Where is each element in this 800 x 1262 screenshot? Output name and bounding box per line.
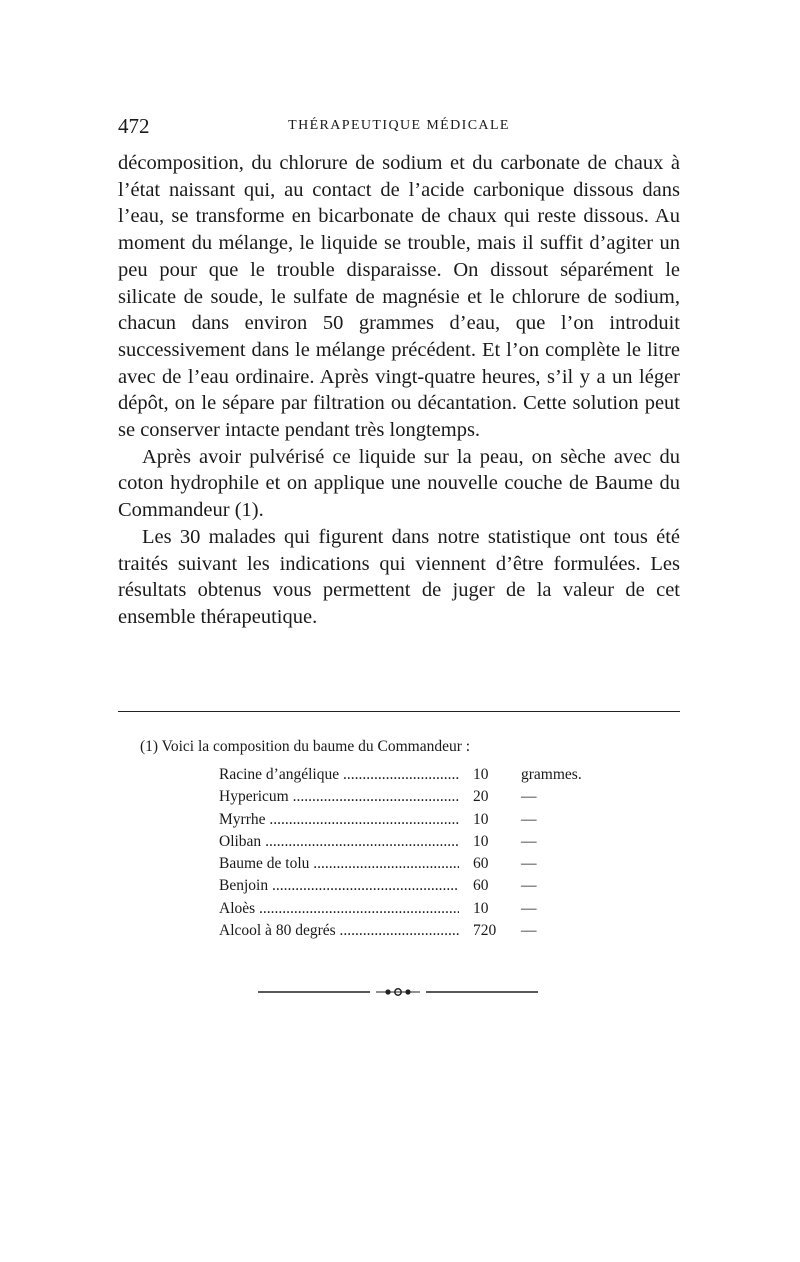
quantity: 10 <box>473 766 489 783</box>
quantity: 60 <box>473 877 489 895</box>
body-text <box>118 150 680 631</box>
unit: — <box>521 877 537 895</box>
recipe-row <box>219 898 619 920</box>
recipe-row <box>219 831 619 853</box>
recipe-table <box>219 764 619 942</box>
footnote: (1) Voici la composition du baume du Commandeur : <box>140 738 471 755</box>
unit: — <box>521 788 537 806</box>
running-title: THÉRAPEUTIQUE MÉDICALE <box>288 118 510 133</box>
quantity: 10 <box>473 810 489 828</box>
unit: — <box>521 899 537 917</box>
quantity: 720 <box>473 922 497 940</box>
ingredient: Oliban ..... <box>219 831 459 853</box>
paragraph: Les 30 malades qui figurent dans notre statistique ont tous été traités suivant les indications qui viennent d’être formulées. Les résultats obtenus vous permettent de juger de la valeur de cet ensemble thérapeutique. <box>118 525 680 628</box>
ingredient: Myrrhe ..... <box>219 809 459 831</box>
ingredient: Baume de tolu ..... <box>219 853 459 875</box>
page-header <box>118 114 680 140</box>
ingredient: Alcool à 80 degrés ..... <box>219 920 459 942</box>
ingredient: Benjoin ..... <box>219 875 459 897</box>
recipe-row <box>219 875 619 897</box>
unit: — <box>521 832 537 850</box>
ingredient: Hypericum ..... <box>219 786 459 808</box>
paragraph: décomposition, du chlorure de sodium et du carbonate de chaux à l’état naissant qui, au contact de l’acide carbonique dissous dans l’eau, se transforme en bicarbonate de chaux qui reste dissous. Au moment du mélange, le liquide se trouble, mais il suffit d’agiter un peu pour que le trouble disparaisse. On dissout séparément le silicate de soude, le sulfate de magnésie et le chlorure de sodium, chacun dans environ 50 grammes d’eau, que l’on introduit successivement dans le mélange précédent. Et l’on complète le litre avec de l’eau ordinaire. Après vingt-quatre heures, s’il y a un léger dépôt, on le sépare par filtration ou décantation. Cette solution peut se conserver intacte pendant très longtemps. <box>118 152 680 442</box>
quantity: 20 <box>473 788 489 806</box>
unit: — <box>521 922 537 940</box>
ingredient: Racine d’angélique ..... <box>219 764 459 786</box>
recipe-row <box>219 786 619 808</box>
page-number: 472 <box>118 114 150 138</box>
quantity: 10 <box>473 832 489 850</box>
recipe-row <box>219 853 619 875</box>
quantity: 10 <box>473 899 489 917</box>
footnote-separator <box>118 711 680 712</box>
end-ornament <box>258 988 538 996</box>
ingredient: Aloès ..... <box>219 898 459 920</box>
recipe-row <box>219 809 619 831</box>
recipe-row <box>219 920 619 942</box>
recipe-row <box>219 764 619 786</box>
unit: — <box>521 855 537 873</box>
paragraph: Après avoir pulvérisé ce liquide sur la peau, on sèche avec du coton hydrophile et on applique une nouvelle couche de Baume du Commandeur (1). <box>118 445 680 522</box>
unit: — <box>521 810 537 828</box>
unit: grammes. <box>521 766 582 783</box>
quantity: 60 <box>473 855 489 873</box>
